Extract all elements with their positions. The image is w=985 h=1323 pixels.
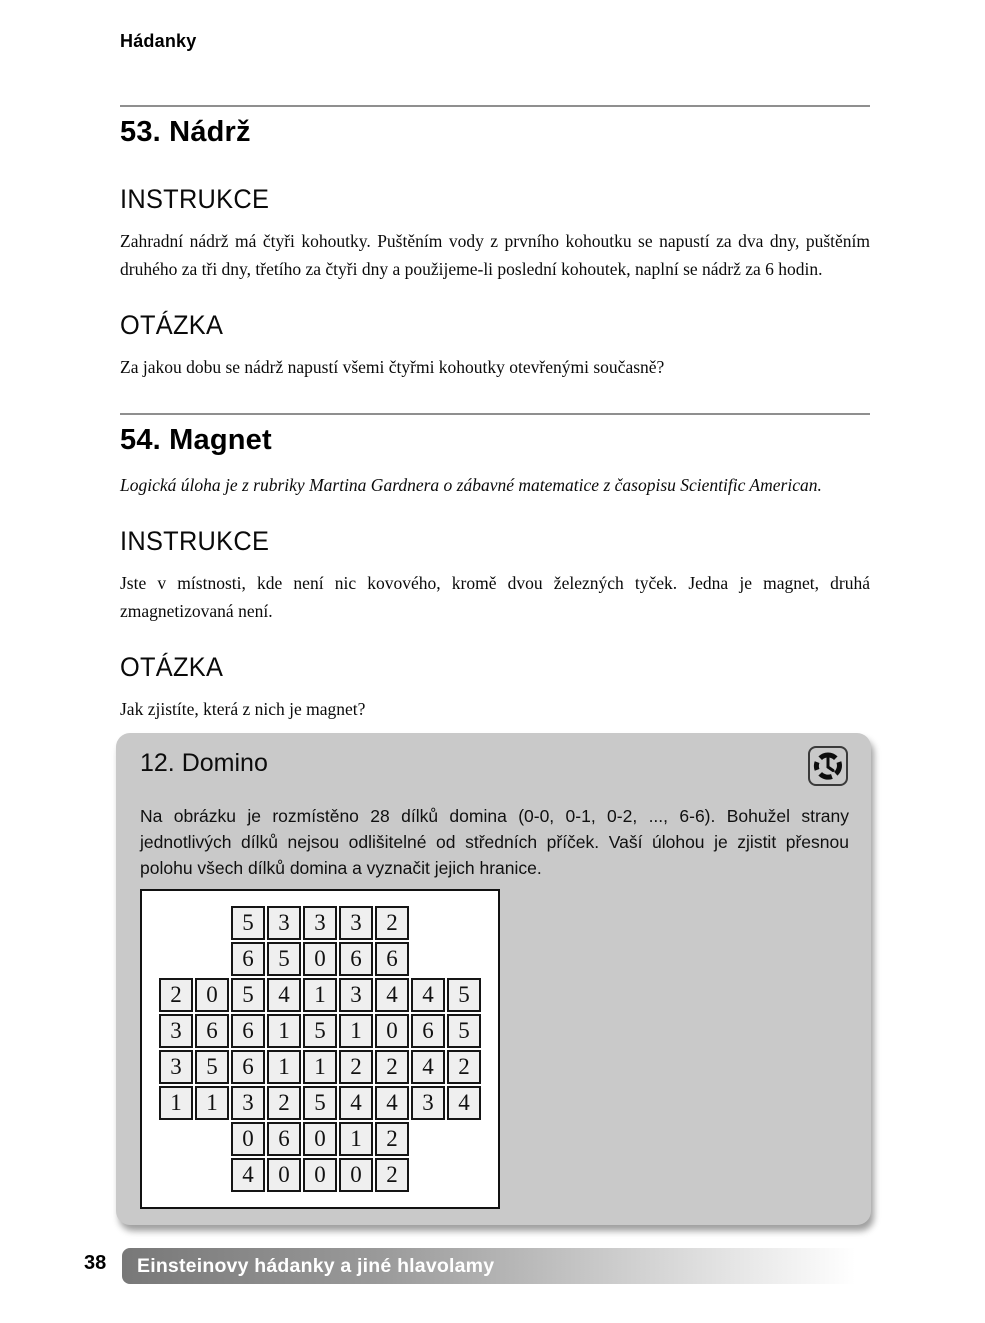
domino-card-title: 12. Domino xyxy=(140,749,268,777)
section-53-instructions-text: Zahradní nádrž má čtyři kohoutky. Puštěním vody z prvního kohoutku se napustí za dva dny, puštěním druhého za tři dny, třetího za čtyři dny a použijeme-li poslední kohoutek, naplní se nádrž za 6 hodin. xyxy=(120,231,870,279)
domino-cell: 0 xyxy=(375,1014,409,1048)
domino-cell: 3 xyxy=(267,906,301,940)
domino-cell: 6 xyxy=(375,942,409,976)
domino-cell: 1 xyxy=(195,1086,229,1120)
section-53-title: 53. Nádrž xyxy=(120,116,251,148)
clock-icon xyxy=(807,745,849,787)
domino-cell: 6 xyxy=(231,1014,265,1048)
section-54-source-note: Logická úloha je z rubriky Martina Gardnera o zábavné matematice z časopisu Scientific American. xyxy=(120,475,822,495)
running-header: Hádanky xyxy=(120,31,197,51)
domino-cell: 3 xyxy=(159,1014,193,1048)
domino-cell: 5 xyxy=(303,1086,337,1120)
section-53-instructions-heading: INSTRUKCE xyxy=(120,184,270,214)
domino-cell: 1 xyxy=(303,1050,337,1084)
domino-cell: 4 xyxy=(267,978,301,1012)
domino-cell: 1 xyxy=(339,1122,373,1156)
domino-cell: 6 xyxy=(231,942,265,976)
section-54-instructions-text: Jste v místnosti, kde není nic kovového, kromě dvou železných tyček. Jedna je magnet, druhá zmagnetizovaná není. xyxy=(120,573,870,621)
domino-cell: 5 xyxy=(447,1014,481,1048)
section-divider xyxy=(120,105,870,107)
domino-puzzle-card xyxy=(116,733,871,1225)
domino-cell: 5 xyxy=(447,978,481,1012)
domino-cell: 2 xyxy=(375,1158,409,1192)
domino-cell: 3 xyxy=(303,906,337,940)
domino-cell: 0 xyxy=(303,1158,337,1192)
domino-cell: 2 xyxy=(267,1086,301,1120)
domino-cell: 2 xyxy=(339,1050,373,1084)
domino-cell: 3 xyxy=(339,978,373,1012)
footer-book-title: Einsteinovy hádanky a jiné hlavolamy xyxy=(137,1255,495,1277)
domino-cell: 5 xyxy=(195,1050,229,1084)
domino-cell: 6 xyxy=(231,1050,265,1084)
domino-cell: 4 xyxy=(231,1158,265,1192)
domino-cell: 2 xyxy=(375,1050,409,1084)
domino-cell: 3 xyxy=(231,1086,265,1120)
domino-cell: 3 xyxy=(411,1086,445,1120)
domino-cell: 1 xyxy=(339,1014,373,1048)
section-54-question-heading: OTÁZKA xyxy=(120,652,224,682)
section-divider xyxy=(120,413,870,415)
section-54-question-text: Jak zjistíte, která z nich je magnet? xyxy=(120,699,366,719)
domino-cell: 1 xyxy=(303,978,337,1012)
domino-card-header xyxy=(140,747,849,787)
page-number: 38 xyxy=(84,1252,107,1274)
domino-cell: 0 xyxy=(339,1158,373,1192)
domino-cell: 3 xyxy=(159,1050,193,1084)
domino-cell: 2 xyxy=(375,906,409,940)
section-53-question-heading: OTÁZKA xyxy=(120,310,224,340)
domino-cell: 4 xyxy=(411,978,445,1012)
domino-cell: 5 xyxy=(303,1014,337,1048)
domino-cell: 2 xyxy=(375,1122,409,1156)
domino-cell: 4 xyxy=(411,1050,445,1084)
domino-cell: 0 xyxy=(303,1122,337,1156)
domino-cell: 1 xyxy=(267,1014,301,1048)
domino-grid xyxy=(159,906,481,1192)
domino-cell: 6 xyxy=(411,1014,445,1048)
domino-cell: 5 xyxy=(267,942,301,976)
section-54-instructions-heading: INSTRUKCE xyxy=(120,526,270,556)
domino-cell: 0 xyxy=(195,978,229,1012)
footer-bar xyxy=(122,1248,985,1284)
domino-cell: 4 xyxy=(375,978,409,1012)
domino-cell: 4 xyxy=(375,1086,409,1120)
domino-cell: 1 xyxy=(267,1050,301,1084)
domino-cell: 4 xyxy=(339,1086,373,1120)
section-54-title: 54. Magnet xyxy=(120,424,272,456)
domino-card-text: Na obrázku je rozmístěno 28 dílků domina (0-0, 0-1, 0-2, ..., 6-6). Bohužel strany jednotlivých dílků nejsou odlišitelné od středních příček. Vaší úlohou je zjistit přesnou polohu všech dílků domina a vyznačit jejich hranice. xyxy=(140,806,849,878)
domino-cell: 0 xyxy=(303,942,337,976)
domino-cell: 0 xyxy=(267,1158,301,1192)
domino-cell: 1 xyxy=(159,1086,193,1120)
domino-cell: 5 xyxy=(231,978,265,1012)
page-content xyxy=(120,0,870,1225)
section-53-question-text: Za jakou dobu se nádrž napustí všemi čtyřmi kohoutky otevřenými současně? xyxy=(120,357,665,377)
domino-cell: 2 xyxy=(159,978,193,1012)
domino-cell: 5 xyxy=(231,906,265,940)
domino-cell: 2 xyxy=(447,1050,481,1084)
domino-cell: 6 xyxy=(195,1014,229,1048)
domino-cell: 6 xyxy=(339,942,373,976)
domino-cell: 6 xyxy=(267,1122,301,1156)
domino-cell: 0 xyxy=(231,1122,265,1156)
domino-cell: 4 xyxy=(447,1086,481,1120)
domino-grid-frame xyxy=(140,889,500,1209)
domino-cell: 3 xyxy=(339,906,373,940)
